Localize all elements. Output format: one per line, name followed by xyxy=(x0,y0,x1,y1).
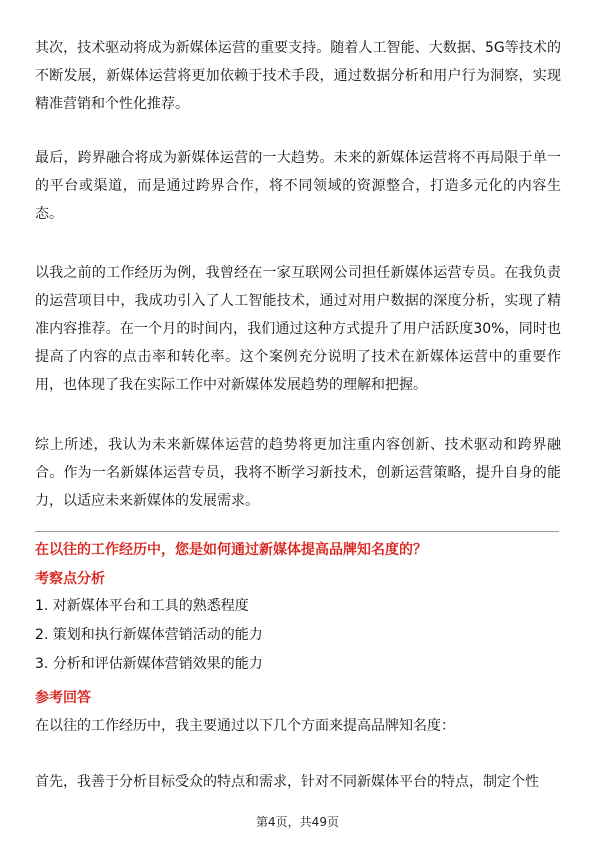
analysis-heading: 考察点分析 xyxy=(35,571,105,587)
analysis-item: 3. 分析和评估新媒体营销效果的能力 xyxy=(35,656,263,672)
analysis-item: 2. 策划和执行新媒体营销活动的能力 xyxy=(35,627,263,643)
analysis-list xyxy=(35,592,263,679)
page-number: 第4页，共49页 xyxy=(256,815,339,829)
paragraph-summary: 综上所述，我认为未来新媒体运营的趋势将更加注重内容创新、技术驱动和跨界融合。作为一名新媒体运营专员，我将不断学习新技术，创新运营策略，提升自身的能力，以适应未来新媒体的发展需求。 xyxy=(35,437,561,509)
answer-paragraph: 首先，我善于分析目标受众的特点和需求，针对不同新媒体平台的特点，制定个性 xyxy=(35,774,539,790)
interview-question: 在以往的工作经历中，您是如何通过新媒体提高品牌知名度的？ xyxy=(35,542,427,558)
analysis-item: 1. 对新媒体平台和工具的熟悉程度 xyxy=(35,598,249,614)
paragraph-cross-border: 最后，跨界融合将成为新媒体运营的一大趋势。未来的新媒体运营将不再局限于单一的平台或渠道，而是通过跨界合作，将不同领域的资源整合，打造多元化的内容生态。 xyxy=(35,150,561,222)
answer-heading: 参考回答 xyxy=(35,690,91,706)
answer-intro: 在以往的工作经历中，我主要通过以下几个方面来提高品牌知名度： xyxy=(35,718,455,734)
paragraph-work-example: 以我之前的工作经历为例，我曾经在一家互联网公司担任新媒体运营专员。在我负责的运营项目中，我成功引入了人工智能技术，通过对用户数据的深度分析，实现了精准内容推荐。在一个月的时间内，我们通过这种方式提升了用户活跃度30%，同时也提高了内容的点击率和转化率。这个案例充分说明了技术在新媒体运营中的重要作用，也体现了我在实际工作中对新媒体发展趋势的理解和把握。 xyxy=(35,265,561,393)
paragraph-tech-driven: 其次，技术驱动将成为新媒体运营的重要支持。随着人工智能、大数据、5G等技术的不断发展，新媒体运营将更加依赖于技术手段，通过数据分析和用户行为洞察，实现精准营销和个性化推荐。 xyxy=(35,40,561,112)
section-divider xyxy=(35,531,559,532)
